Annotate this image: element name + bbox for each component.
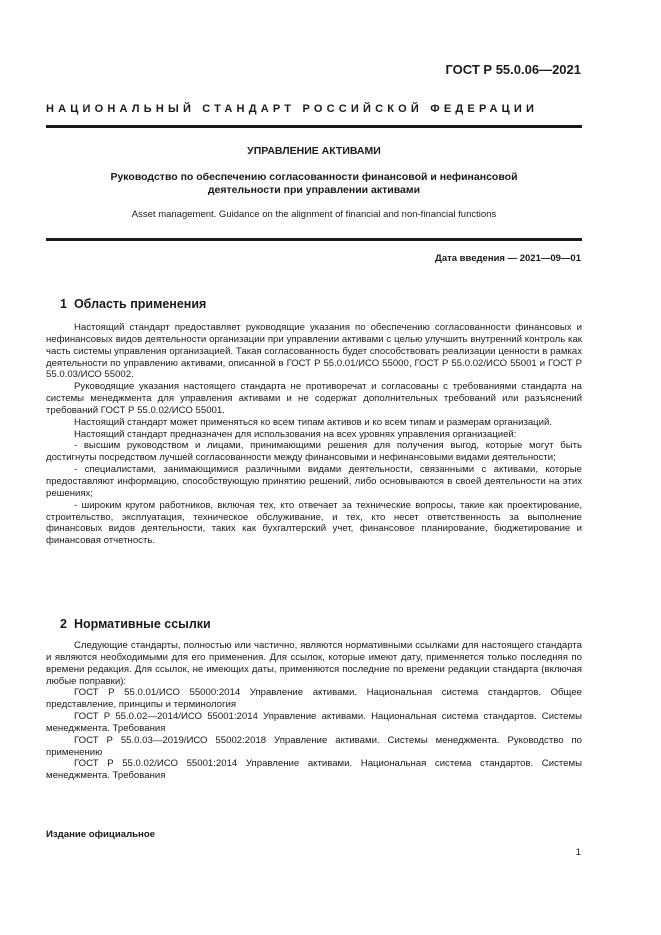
section-body-scope: [46, 322, 582, 547]
paragraph: Руководящие указания настоящего стандарта не противоречат и согласованы с требованиями стандарта на системы менеджмента для управления активами и не содержат дополнительных требований или разъяснений требований ГОСТ Р 55.0.02/ИСО 55001.: [46, 381, 582, 416]
section-body-references: [46, 640, 582, 782]
title-divider: [46, 238, 582, 241]
section-number: 1: [60, 297, 67, 311]
english-title: Asset management. Guidance on the alignment of financial and non-financial functions: [131, 209, 497, 220]
national-standard-heading: НАЦИОНАЛЬНЫЙ СТАНДАРТ РОССИЙСКОЙ ФЕДЕРАЦИИ: [46, 103, 539, 115]
paragraph: Следующие стандарты, полностью или частично, являются нормативными ссылками для настоящего стандарта и являются необходимыми для его применения. Для ссылок, которые имеют дату, применяется только последняя по времени редакция. Для ссылок, не имеющих даты, применяются последние по времени редакции стандарта (включая любые поправки):: [46, 640, 582, 687]
section-heading-references: [60, 617, 211, 631]
paragraph: Настоящий стандарт предназначен для использования на всех уровнях управления организацией:: [74, 428, 517, 440]
introduction-date: Дата введения — 2021—09—01: [435, 253, 581, 264]
standard-subtitle: [80, 171, 548, 197]
subtitle-line: Руководство по обеспечению согласованности финансовой и нефинансовой: [110, 171, 518, 183]
standard-title: УПРАВЛЕНИЕ АКТИВАМИ: [247, 145, 381, 157]
list-item: - высшим руководством и лицами, принимающими решения для получения выгод, которые могут быть достигнуты посредством лучшей согласованности между финансовыми и нефинансовыми видами деятельности;: [46, 440, 582, 464]
paragraph: Настоящий стандарт может применяться ко всем типам активов и ко всем типам и размерам организаций.: [74, 416, 553, 428]
section-title: Область применения: [73, 297, 207, 311]
section-heading-scope: [60, 297, 206, 311]
reference-item: ГОСТ Р 55.0.03—2019/ИСО 55002:2018 Управление активами. Системы менеджмента. Руководство по применению: [46, 734, 582, 758]
document-code: ГОСТ Р 55.0.06—2021: [445, 62, 581, 77]
list-item: - широким кругом работников, включая тех, кто отвечает за технические вопросы, такие как проектирование, строительство, эксплуатация, техническое обслуживание, и тех, кто несет ответственность за выполнение финансовых видов деятельности, таких как бухгалтерский учет, финансовое планирование, бюджетирование и финансовая отчетность.: [46, 499, 582, 547]
top-divider: [46, 125, 582, 128]
paragraph: Настоящий стандарт предоставляет руководящие указания по обеспечению согласованности финансовых и нефинансовых видов деятельности организации при управлении активами с целью улучшить внутренний контроль как часть системы управления организацией. Такая согласованность будет способствовать реализации ценности в рамках деятельности по управлению активами, описанной в ГОСТ Р 55.0.01/ИСО 55000, ГОСТ Р 55.0.02/ИСО 55001 и ГОСТ Р 55.0.03/ИСО 55002.: [46, 322, 582, 381]
section-title: Нормативные ссылки: [73, 617, 211, 631]
page-number: 1: [575, 847, 581, 858]
section-number: 2: [60, 617, 67, 631]
subtitle-line: деятельности при управлении активами: [207, 184, 421, 196]
publication-note: Издание официальное: [46, 829, 156, 840]
reference-item: ГОСТ Р 55.0.02/ИСО 55001:2014 Управление активами. Национальная система стандартов. Системы менеджмента. Требования: [46, 758, 582, 782]
reference-item: ГОСТ Р 55.0.01/ИСО 55000:2014 Управление активами. Национальная система стандартов. Общее представление, принципы и терминология: [46, 687, 582, 711]
reference-item: ГОСТ Р 55.0.02—2014/ИСО 55001:2014 Управление активами. Национальная система стандартов. Системы менеджмента. Требования: [46, 711, 582, 734]
list-item: - специалистами, занимающимися различными видами деятельности, связанными с активами, которые предоставляют информацию, способствующую принятию решений, либо основываются в своей деятельности на этих решениях;: [46, 464, 582, 499]
